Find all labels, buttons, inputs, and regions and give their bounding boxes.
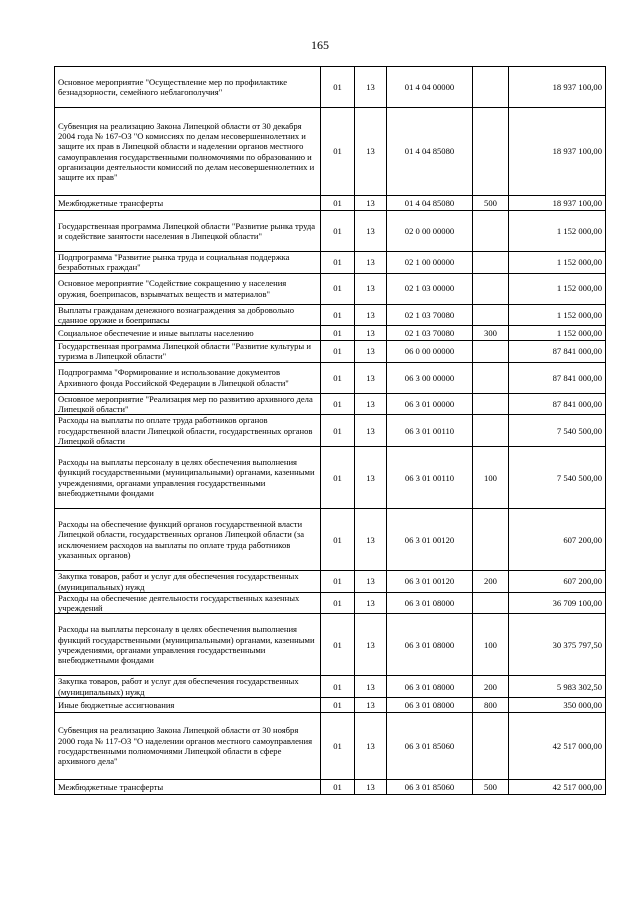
row-name: Межбюджетные трансферты — [55, 196, 321, 211]
row-amount: 18 937 100,00 — [509, 108, 606, 196]
row-expense-type: 800 — [473, 698, 509, 713]
row-amount: 607 200,00 — [509, 509, 606, 571]
row-expense-type — [473, 393, 509, 415]
table-row — [55, 447, 606, 509]
row-target-code: 01 4 04 85080 — [387, 108, 473, 196]
row-name: Субвенция на реализацию Закона Липецкой области от 30 декабря 2004 года № 167-ОЗ "О комиссиях по делам несовершеннолетних и защите их прав в Липецкой области и наделении органов местного самоуправления государственными полномочиями по образованию и организации деятельности комиссий по делам несовершеннолетних и защите их прав" — [55, 108, 321, 196]
row-expense-type — [473, 713, 509, 780]
row-section: 01 — [321, 592, 355, 614]
row-amount: 36 709 100,00 — [509, 592, 606, 614]
row-section: 01 — [321, 415, 355, 447]
table-row — [55, 509, 606, 571]
row-section: 01 — [321, 67, 355, 108]
row-name: Основное мероприятие "Реализация мер по развитию архивного дела Липецкой области" — [55, 393, 321, 415]
row-target-code: 06 0 00 00000 — [387, 341, 473, 363]
row-subsection: 13 — [355, 393, 387, 415]
row-amount: 1 152 000,00 — [509, 252, 606, 274]
row-name: Расходы на выплаты персоналу в целях обеспечения выполнения функций государственными (муниципальными) органами, казенными учреждениями, органами управления государственными внебюджетными фондами — [55, 447, 321, 509]
row-name: Расходы на выплаты по оплате труда работников органов государственной власти Липецкой области, государственных органов Липецкой области — [55, 415, 321, 447]
row-subsection: 13 — [355, 592, 387, 614]
row-subsection: 13 — [355, 304, 387, 326]
row-amount: 87 841 000,00 — [509, 393, 606, 415]
row-target-code: 02 1 03 70080 — [387, 326, 473, 341]
row-target-code: 02 1 03 70080 — [387, 304, 473, 326]
row-section: 01 — [321, 273, 355, 304]
table-row — [55, 614, 606, 676]
table-row — [55, 67, 606, 108]
row-amount: 7 540 500,00 — [509, 447, 606, 509]
row-expense-type: 200 — [473, 676, 509, 698]
row-target-code: 02 1 00 00000 — [387, 252, 473, 274]
row-target-code: 06 3 01 08000 — [387, 614, 473, 676]
row-section: 01 — [321, 713, 355, 780]
row-amount: 1 152 000,00 — [509, 304, 606, 326]
row-section: 01 — [321, 252, 355, 274]
row-subsection: 13 — [355, 676, 387, 698]
row-expense-type — [473, 273, 509, 304]
row-section: 01 — [321, 341, 355, 363]
row-target-code: 06 3 01 00110 — [387, 447, 473, 509]
row-subsection: 13 — [355, 362, 387, 393]
row-section: 01 — [321, 509, 355, 571]
row-name: Основное мероприятие "Осуществление мер по профилактике безнадзорности, семейного неблагополучия" — [55, 67, 321, 108]
row-target-code: 06 3 01 08000 — [387, 698, 473, 713]
row-amount: 5 983 302,50 — [509, 676, 606, 698]
row-name: Субвенция на реализацию Закона Липецкой области от 30 ноября 2000 года № 117-ОЗ "О наделении органов местного самоуправления государственными полномочиями Липецкой области в сфере архивного дела" — [55, 713, 321, 780]
row-target-code: 06 3 01 00120 — [387, 571, 473, 593]
row-amount: 350 000,00 — [509, 698, 606, 713]
row-expense-type — [473, 67, 509, 108]
row-subsection: 13 — [355, 326, 387, 341]
row-target-code: 06 3 01 00110 — [387, 415, 473, 447]
row-name: Расходы на обеспечение деятельности государственных казенных учреждений — [55, 592, 321, 614]
row-subsection: 13 — [355, 713, 387, 780]
table-row — [55, 362, 606, 393]
row-target-code: 06 3 01 08000 — [387, 676, 473, 698]
row-amount: 87 841 000,00 — [509, 341, 606, 363]
row-subsection: 13 — [355, 447, 387, 509]
budget-table — [54, 66, 606, 795]
row-subsection: 13 — [355, 780, 387, 795]
row-name: Межбюджетные трансферты — [55, 780, 321, 795]
row-name: Выплаты гражданам денежного вознаграждения за добровольно сданное оружие и боеприпасы — [55, 304, 321, 326]
row-subsection: 13 — [355, 509, 387, 571]
row-subsection: 13 — [355, 252, 387, 274]
row-section: 01 — [321, 362, 355, 393]
budget-table-body — [55, 67, 606, 795]
table-row — [55, 304, 606, 326]
table-row — [55, 393, 606, 415]
table-row — [55, 676, 606, 698]
table-row — [55, 592, 606, 614]
row-target-code: 02 1 03 00000 — [387, 273, 473, 304]
row-subsection: 13 — [355, 415, 387, 447]
row-subsection: 13 — [355, 108, 387, 196]
row-expense-type: 200 — [473, 571, 509, 593]
row-name: Основное мероприятие "Содействие сокращению у населения оружия, боеприпасов, взрывчатых веществ и материалов" — [55, 273, 321, 304]
row-expense-type — [473, 211, 509, 252]
row-amount: 87 841 000,00 — [509, 362, 606, 393]
row-section: 01 — [321, 698, 355, 713]
row-subsection: 13 — [355, 341, 387, 363]
row-amount: 42 517 000,00 — [509, 713, 606, 780]
row-subsection: 13 — [355, 614, 387, 676]
row-expense-type: 500 — [473, 780, 509, 795]
row-target-code: 06 3 01 85060 — [387, 713, 473, 780]
row-expense-type: 500 — [473, 196, 509, 211]
row-target-code: 02 0 00 00000 — [387, 211, 473, 252]
row-amount: 1 152 000,00 — [509, 273, 606, 304]
row-expense-type — [473, 509, 509, 571]
row-section: 01 — [321, 676, 355, 698]
row-expense-type — [473, 108, 509, 196]
row-section: 01 — [321, 304, 355, 326]
row-section: 01 — [321, 211, 355, 252]
row-expense-type — [473, 592, 509, 614]
table-row — [55, 108, 606, 196]
row-expense-type — [473, 304, 509, 326]
row-name: Социальное обеспечение и иные выплаты населению — [55, 326, 321, 341]
row-target-code: 06 3 01 08000 — [387, 592, 473, 614]
row-amount: 1 152 000,00 — [509, 211, 606, 252]
row-expense-type — [473, 252, 509, 274]
row-name: Закупка товаров, работ и услуг для обеспечения государственных (муниципальных) нужд — [55, 571, 321, 593]
row-section: 01 — [321, 447, 355, 509]
row-target-code: 01 4 04 85080 — [387, 196, 473, 211]
row-target-code: 01 4 04 00000 — [387, 67, 473, 108]
row-target-code: 06 3 01 00120 — [387, 509, 473, 571]
row-amount: 1 152 000,00 — [509, 326, 606, 341]
row-expense-type: 300 — [473, 326, 509, 341]
row-name: Подпрограмма "Формирование и использование документов Архивного фонда Российской Федерации в Липецкой области" — [55, 362, 321, 393]
row-subsection: 13 — [355, 196, 387, 211]
row-target-code: 06 3 01 85060 — [387, 780, 473, 795]
row-amount: 42 517 000,00 — [509, 780, 606, 795]
table-row — [55, 252, 606, 274]
row-expense-type — [473, 362, 509, 393]
table-row — [55, 326, 606, 341]
row-amount: 18 937 100,00 — [509, 196, 606, 211]
table-row — [55, 211, 606, 252]
row-name: Иные бюджетные ассигнования — [55, 698, 321, 713]
table-row — [55, 698, 606, 713]
row-amount: 30 375 797,50 — [509, 614, 606, 676]
table-row — [55, 196, 606, 211]
row-subsection: 13 — [355, 698, 387, 713]
row-section: 01 — [321, 571, 355, 593]
table-row — [55, 415, 606, 447]
row-name: Государственная программа Липецкой области "Развитие культуры и туризма в Липецкой области" — [55, 341, 321, 363]
row-expense-type — [473, 415, 509, 447]
table-row — [55, 273, 606, 304]
row-subsection: 13 — [355, 67, 387, 108]
row-amount: 607 200,00 — [509, 571, 606, 593]
row-expense-type — [473, 341, 509, 363]
row-section: 01 — [321, 196, 355, 211]
row-expense-type: 100 — [473, 614, 509, 676]
row-name: Государственная программа Липецкой области "Развитие рынка труда и содействие занятости населения в Липецкой области" — [55, 211, 321, 252]
table-row — [55, 341, 606, 363]
row-name: Закупка товаров, работ и услуг для обеспечения государственных (муниципальных) нужд — [55, 676, 321, 698]
table-row — [55, 571, 606, 593]
row-target-code: 06 3 00 00000 — [387, 362, 473, 393]
page-number: 165 — [311, 38, 329, 52]
row-subsection: 13 — [355, 211, 387, 252]
row-amount: 7 540 500,00 — [509, 415, 606, 447]
row-name: Подпрограмма "Развитие рынка труда и социальная поддержка безработных граждан" — [55, 252, 321, 274]
row-amount: 18 937 100,00 — [509, 67, 606, 108]
row-section: 01 — [321, 393, 355, 415]
table-row — [55, 713, 606, 780]
row-target-code: 06 3 01 00000 — [387, 393, 473, 415]
row-expense-type: 100 — [473, 447, 509, 509]
row-section: 01 — [321, 326, 355, 341]
row-section: 01 — [321, 780, 355, 795]
row-name: Расходы на обеспечение функций органов государственной власти Липецкой области, государственных органов Липецкой области (за исключением расходов на выплаты по оплате труда работников указанных органов) — [55, 509, 321, 571]
row-section: 01 — [321, 614, 355, 676]
row-section: 01 — [321, 108, 355, 196]
row-name: Расходы на выплаты персоналу в целях обеспечения выполнения функций государственными (муниципальными) органами, казенными учреждениями, органами управления государственными внебюджетными фондами — [55, 614, 321, 676]
row-subsection: 13 — [355, 571, 387, 593]
table-row — [55, 780, 606, 795]
row-subsection: 13 — [355, 273, 387, 304]
